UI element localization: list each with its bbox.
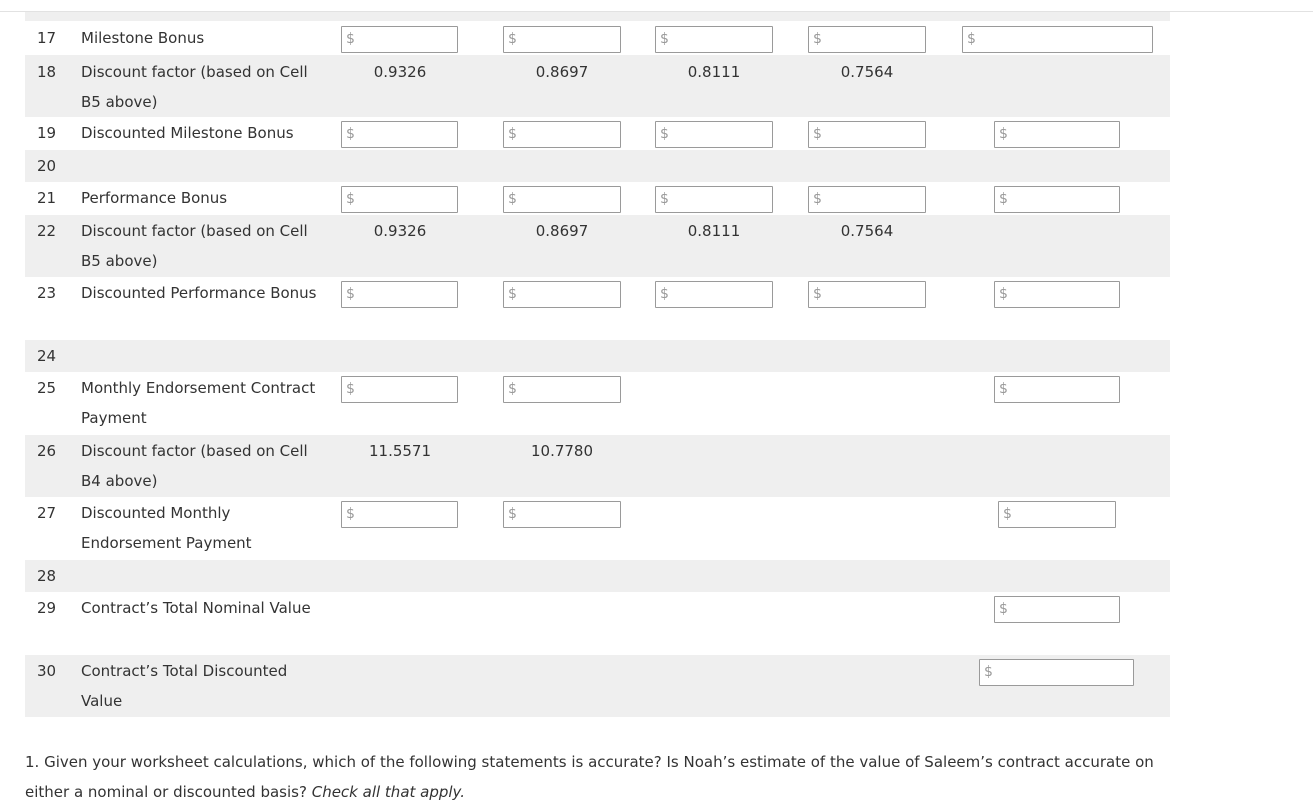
table-row-18	[25, 55, 1170, 117]
dollar-sign-icon: $	[660, 31, 669, 47]
dollar-sign-icon: $	[508, 506, 517, 522]
row-number: 23	[37, 284, 57, 302]
table-row-19	[25, 117, 1170, 150]
dollar-sign-icon: $	[508, 381, 517, 397]
dollar-sign-icon: $	[508, 191, 517, 207]
dollar-sign-icon: $	[346, 381, 355, 397]
row-label: Discounted Monthly Endorsement Payment	[81, 504, 252, 552]
dollar-sign-icon: $	[660, 191, 669, 207]
discounted-milestone-year4-input[interactable]	[808, 121, 926, 148]
dollar-sign-icon: $	[508, 31, 517, 47]
dollar-sign-icon: $	[999, 126, 1008, 142]
performance-bonus-year4-input[interactable]	[808, 186, 926, 213]
discount-factor-value: 0.8111	[687, 63, 741, 81]
milestone-bonus-total-input[interactable]	[962, 26, 1153, 53]
question-text: 1. Given your worksheet calculations, which of the following statements is accurate? Is Noah’s estimate of the value of Saleem’s contract accurate on either a nominal or discounted basis?	[25, 753, 1154, 801]
milestone-bonus-year4-input[interactable]	[808, 26, 926, 53]
discount-factor-value: 0.9326	[373, 222, 427, 240]
performance-bonus-year2-input[interactable]	[503, 186, 621, 213]
dollar-sign-icon: $	[984, 664, 993, 680]
dollar-sign-icon: $	[999, 191, 1008, 207]
milestone-bonus-year1-input[interactable]	[341, 26, 458, 53]
row-number: 26	[37, 442, 57, 460]
discounted-milestone-total-input[interactable]	[994, 121, 1120, 148]
row-label: Milestone Bonus	[81, 29, 205, 47]
discounted-performance-year3-input[interactable]	[655, 281, 773, 308]
dollar-sign-icon: $	[346, 126, 355, 142]
discounted-monthly-year1-input[interactable]	[341, 501, 458, 528]
discounted-performance-year2-input[interactable]	[503, 281, 621, 308]
discount-factor-value: 0.8697	[535, 63, 589, 81]
dollar-sign-icon: $	[346, 191, 355, 207]
row-number: 17	[37, 29, 57, 47]
performance-bonus-total-input[interactable]	[994, 186, 1120, 213]
dollar-sign-icon: $	[508, 286, 517, 302]
dollar-sign-icon: $	[999, 286, 1008, 302]
row-number: 25	[37, 379, 57, 397]
dollar-sign-icon: $	[999, 381, 1008, 397]
row-label: Contract’s Total Nominal Value	[81, 599, 311, 617]
dollar-sign-icon: $	[813, 126, 822, 142]
discounted-monthly-year2-input[interactable]	[503, 501, 621, 528]
monthly-endorsement-total-input[interactable]	[994, 376, 1120, 403]
discounted-milestone-year1-input[interactable]	[341, 121, 458, 148]
performance-bonus-year1-input[interactable]	[341, 186, 458, 213]
milestone-bonus-year3-input[interactable]	[655, 26, 773, 53]
dollar-sign-icon: $	[813, 286, 822, 302]
row-number: 18	[37, 63, 57, 81]
performance-bonus-year3-input[interactable]	[655, 186, 773, 213]
dollar-sign-icon: $	[813, 191, 822, 207]
row-number: 20	[37, 157, 57, 175]
table-row-20	[25, 150, 1170, 182]
row-label: Discount factor (based on Cell B5 above)	[81, 222, 308, 270]
dollar-sign-icon: $	[508, 126, 517, 142]
dollar-sign-icon: $	[660, 126, 669, 142]
row-number: 29	[37, 599, 57, 617]
table-row-25	[25, 372, 1170, 435]
table-row-22	[25, 215, 1170, 277]
table-row-23	[25, 277, 1170, 340]
discount-factor-value: 0.9326	[373, 63, 427, 81]
discounted-performance-year4-input[interactable]	[808, 281, 926, 308]
row-label: Monthly Endorsement Contract Payment	[81, 379, 316, 427]
row-label: Discounted Performance Bonus	[81, 284, 317, 302]
row-number: 24	[37, 347, 57, 365]
table-row-28	[25, 560, 1170, 592]
monthly-endorsement-year2-input[interactable]	[503, 376, 621, 403]
question-1	[25, 747, 1175, 807]
dollar-sign-icon: $	[346, 506, 355, 522]
row-number: 30	[37, 662, 57, 680]
dollar-sign-icon: $	[346, 31, 355, 47]
row-label: Discounted Milestone Bonus	[81, 124, 294, 142]
question-instruction: Check all that apply.	[311, 783, 466, 801]
table-row-24	[25, 340, 1170, 372]
table-top-strip	[25, 12, 1170, 21]
discounted-monthly-total-input[interactable]	[998, 501, 1116, 528]
total-discounted-value-input[interactable]	[979, 659, 1134, 686]
dollar-sign-icon: $	[346, 286, 355, 302]
dollar-sign-icon: $	[1003, 506, 1012, 522]
monthly-endorsement-year1-input[interactable]	[341, 376, 458, 403]
row-number: 27	[37, 504, 57, 522]
dollar-sign-icon: $	[660, 286, 669, 302]
dollar-sign-icon: $	[967, 31, 976, 47]
table-row-27	[25, 497, 1170, 560]
discounted-performance-year1-input[interactable]	[341, 281, 458, 308]
row-label: Performance Bonus	[81, 189, 228, 207]
table-row-17	[25, 21, 1170, 55]
milestone-bonus-year2-input[interactable]	[503, 26, 621, 53]
discount-factor-value: 0.8697	[535, 222, 589, 240]
row-label: Discount factor (based on Cell B4 above)	[81, 442, 308, 490]
row-number: 28	[37, 567, 57, 585]
discounted-performance-total-input[interactable]	[994, 281, 1120, 308]
table-row-26	[25, 435, 1170, 497]
discount-factor-value: 0.8111	[687, 222, 741, 240]
discount-factor-value: 0.7564	[840, 222, 894, 240]
table-row-21	[25, 182, 1170, 215]
row-number: 21	[37, 189, 57, 207]
total-nominal-value-input[interactable]	[994, 596, 1120, 623]
row-number: 19	[37, 124, 57, 142]
table-row-29	[25, 592, 1170, 655]
discounted-milestone-year3-input[interactable]	[655, 121, 773, 148]
dollar-sign-icon: $	[999, 601, 1008, 617]
discount-factor-value: 11.5571	[368, 442, 432, 460]
row-label: Contract’s Total Discounted Value	[81, 662, 288, 710]
discount-factor-value: 0.7564	[840, 63, 894, 81]
row-number: 22	[37, 222, 57, 240]
discount-factor-value: 10.7780	[530, 442, 594, 460]
row-label: Discount factor (based on Cell B5 above)	[81, 63, 308, 111]
table-row-30	[25, 655, 1170, 717]
dollar-sign-icon: $	[813, 31, 822, 47]
discounted-milestone-year2-input[interactable]	[503, 121, 621, 148]
